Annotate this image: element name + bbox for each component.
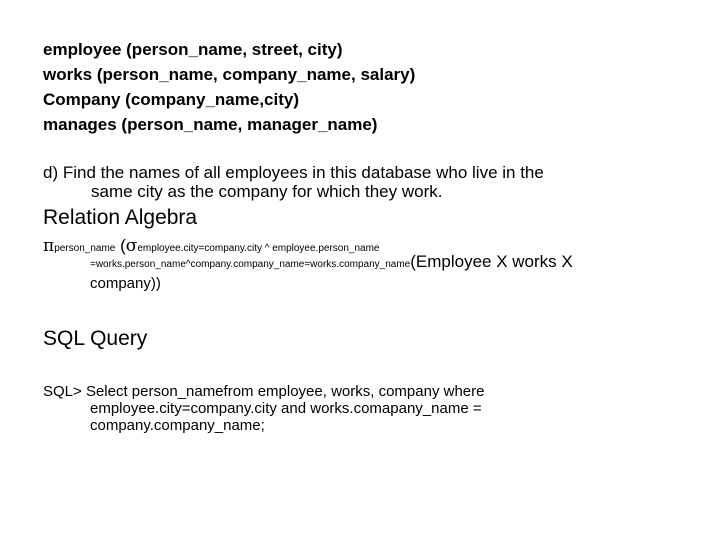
sigma-symbol: σ: [125, 236, 138, 256]
pi-symbol: π: [43, 236, 55, 256]
operand: (Employee X works X: [410, 252, 573, 271]
schema-employee: employee (person_name, street, city): [43, 40, 343, 59]
open-paren: (: [120, 236, 126, 255]
schema-works: works (person_name, company_name, salary): [43, 65, 416, 84]
relation-algebra-expression-line-3: company)): [90, 275, 161, 292]
schema-manages: manages (person_name, manager_name): [43, 115, 378, 134]
sql-line-1: SQL> Select person_namefrom employee, works, company where: [43, 383, 485, 400]
pi-subscript: person_name: [54, 243, 116, 254]
sigma-subscript-2: =works.person_name^company.company_name=works.company_name: [90, 259, 411, 270]
sql-query: [43, 383, 484, 434]
sql-line-2: employee.city=company.city and works.comapany_name =: [90, 400, 482, 417]
schema-company: Company (company_name,city): [43, 90, 300, 109]
question-d: [43, 163, 544, 201]
question-line-2: same city as the company for which they work.: [91, 182, 443, 201]
sql-query-heading: SQL Query: [43, 327, 148, 350]
sigma-subscript-1: employee.city=company.city ^ employee.person_name: [137, 243, 380, 254]
relation-algebra-expression-line-2: [90, 252, 573, 272]
sql-line-3: company.company_name;: [90, 417, 265, 434]
schema-definitions: [43, 37, 415, 137]
question-line-1: d) Find the names of all employees in this database who live in the: [43, 163, 544, 182]
relation-algebra-heading: Relation Algebra: [43, 206, 198, 229]
